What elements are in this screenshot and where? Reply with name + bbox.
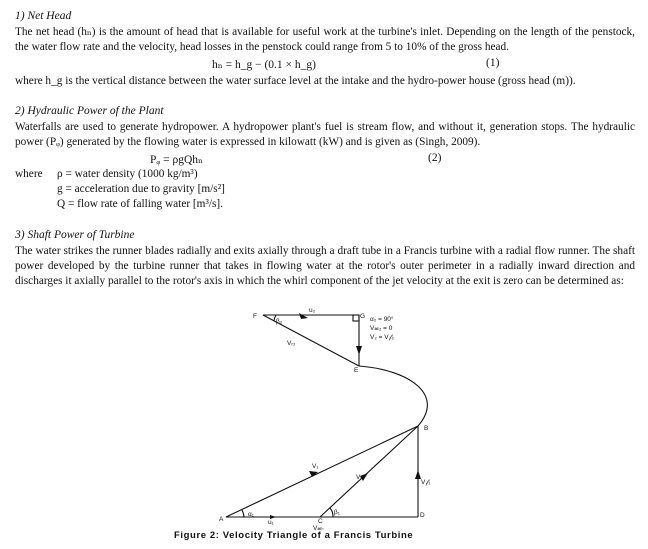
alpha1-arc xyxy=(242,510,244,517)
label-beta2: β₂ xyxy=(276,318,283,325)
beta1-arc xyxy=(330,508,333,517)
inlet-relative-velocity-line xyxy=(320,426,418,517)
label-vr1: Vᵣ₁ xyxy=(356,474,365,481)
label-B: B xyxy=(424,425,429,432)
label-vw2-eq: V𝓌₂ = 0 xyxy=(370,325,393,332)
shaft-power-paragraph: The water strikes the runner blades radially and exits axially through a draft tube in a Francis turbine with a radial flow runner. The shaft power developed by the turbine runner that takes in flowing water at the rotor's outer perimeter in a radially inward direction and discharges it axially parallel to the rotor's axis in which the whirl component of the jet velocity at the exit is zero can be determined as: xyxy=(15,245,635,287)
label-vf1: V𝒻₁ xyxy=(421,479,431,486)
equation-2-number: (2) xyxy=(428,152,442,164)
arrow-head xyxy=(415,470,421,479)
label-v2-eq: V₂ = V𝒻₂ xyxy=(370,334,395,341)
equation-1-number: (1) xyxy=(486,57,500,69)
definition-rho: ρ = water density (1000 kg/m³) xyxy=(57,168,198,180)
equation-1: hₙ = h_g − (0.1 × h_g) xyxy=(212,59,316,71)
gross-head-definition: where h_g is the vertical distance between the water surface level at the intake and the hydro-power house (gross head (m)). xyxy=(15,75,576,87)
equation-2: Pᵩ = ρgQhₙ xyxy=(150,154,203,166)
net-head-paragraph: The net head (hₙ) is the amount of head that is available for useful work at the turbine's inlet. Depending on the length of the penstock, the water flow rate and the velocity, head losses in the penstock could range from 5 to 10% of the gross head. xyxy=(15,26,635,53)
right-angle-marker xyxy=(353,315,359,321)
label-beta1: β₁ xyxy=(334,509,340,516)
runner-blade-curve xyxy=(359,366,427,426)
section-heading-net-head: 1) Net Head xyxy=(15,10,72,22)
label-v1: V₁ xyxy=(312,463,319,470)
label-alpha2-eq: α₂ = 90° xyxy=(370,316,394,323)
label-alpha1: α₁ xyxy=(248,511,254,518)
definition-g: g = acceleration due to gravity [m/s²] xyxy=(57,183,225,195)
definition-q: Q = flow rate of falling water [m³/s]. xyxy=(57,198,223,210)
velocity-triangle-diagram xyxy=(0,300,648,530)
arrow-head xyxy=(299,313,308,319)
section-heading-hydraulic-power: 2) Hydraulic Power of the Plant xyxy=(15,105,164,117)
arrow-head xyxy=(356,346,362,355)
label-C: C xyxy=(318,518,323,525)
label-A: A xyxy=(219,516,224,523)
label-D: D xyxy=(420,512,425,519)
figure-caption: Figure 2: Velocity Triangle of a Francis Turbine xyxy=(174,530,414,541)
inlet-absolute-velocity-line xyxy=(226,426,418,517)
label-F: F xyxy=(253,313,257,320)
label-G: G xyxy=(360,313,366,320)
label-u1: u₁ xyxy=(268,519,274,526)
label-u2: u₂ xyxy=(309,307,316,314)
label-E: E xyxy=(354,367,359,374)
hydraulic-power-paragraph: Waterfalls are used to generate hydropower. A hydropower plant's fuel is stream flow, and without it, generation stops. The hydraulic power (Pᵩ) generated by the flowing water is expressed in kilowatt (kW) and is given as (Singh, 2009). xyxy=(15,121,635,148)
label-vw1: V𝓌₁ xyxy=(313,525,325,530)
section-heading-shaft-power: 3) Shaft Power of Turbine xyxy=(15,229,135,241)
label-vr2: Vᵣ₂ xyxy=(287,340,296,347)
where-label: where xyxy=(15,168,43,180)
